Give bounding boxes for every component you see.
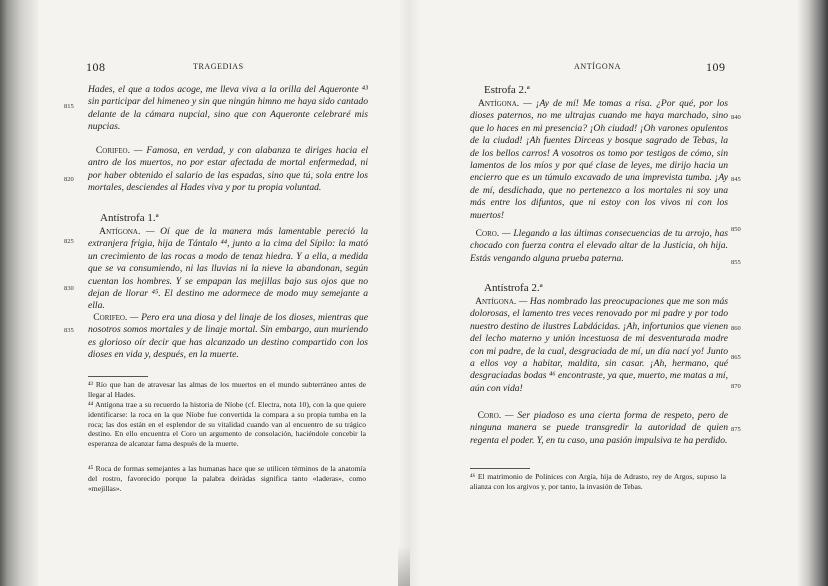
- gutter-bottom-shadow: [398, 546, 410, 586]
- line-number: 840: [731, 114, 741, 121]
- right-page-number: 109: [706, 60, 726, 74]
- right-running-head: ANTÍGONA: [574, 62, 622, 71]
- speaker-antigona: Antígona.: [477, 98, 520, 109]
- coro-speech-1: Coro. — Llegando a las últimas consecuencias de tu arrojo, has chocado con fuerza contra el elevado altar de la Justicia, oh hija. Estás vengando alguna prueba paterna.: [470, 228, 729, 264]
- line-number: 855: [731, 259, 741, 266]
- antigona-speech-3: Antígona. — Has nombrado las preocupaciones que me son más dolorosas, el lamento tres veces renovado por mi padre y por todo nuestro destino de ilustres Labdácidas. ¡Ah, infortunios que vienen del lecho materno y unión incestuosa de mi desventurada madre con mi padre, de la cual, desgraciada de mí, un día nací yo! Junto a ellos voy a habitar, maldita, sin casar. ¡Ah, hermano, qué desgraciadas bodas ⁴⁶ encontraste, ya que, muerto, me matas a mí, aún con vida!: [470, 296, 728, 394]
- corifeo-speech-1: Corifeo. — Famosa, en verdad, y con alabanza te diriges hacia el antro de los muertos, no por estar afectada de mortal enfermedad, ni por haber obtenido el salario de las espadas, sino que tú, sola entre los mortales, desciendes al Hades viva y por tu propia voluntad.: [88, 145, 368, 194]
- antigona-speech-2: Antígona. — ¡Ay de mí! Me tomas a risa. ¿Por qué, por los dioses paternos, no me ultrajas cuando me haya marchado, sino que lo haces en mi presencia? ¡Oh ciudad! ¡Oh varones opulentos de la ciudad! ¡Ah fuentes Dirceas y bosque sagrado de Tebas, la de los bellos carros! A vosotros os tomo por testigos de cómo, sin lamentos de los míos y por qué clase de leyes, me dirijo hacia un encierro que es un túmulo excavado de una imprevista tumba. ¡Ay de mí, desdichada, que no pertenezco a los mortales ni soy una más entre los difuntos, que ni estoy con los vivos ni con los muertos!: [470, 98, 729, 221]
- footnote-45: ⁴⁵ Roca de formas semejantes a las humanas hace que se utilicen términos de la anatomía del rostro, favorecido porque la palabra deirádas significa tanto «laderas», como «mejillas».: [88, 464, 366, 493]
- line-number: 830: [64, 285, 74, 292]
- speaker-antigona: Antígona.: [99, 226, 141, 237]
- speaker-coro: Coro.: [477, 410, 502, 421]
- line-number: 865: [731, 354, 741, 361]
- left-page-number: 108: [86, 60, 106, 74]
- left-binding-shadow: [0, 0, 38, 586]
- footnote-43: ⁴³ Río que han de atravesar las almas de los muertos en el mundo subterráneo antes de llegar al Hades.: [88, 380, 366, 399]
- line-number: 825: [64, 238, 74, 245]
- left-paragraph-1: Hades, el que a todos acoge, me lleva viva a la orilla del Aqueronte ⁴³ sin participar del himeneo y sin que ningún himno me haya sido cantado delante de la cámara nupcial, sino que con Aqueronte celebraré mis nupcias.: [88, 84, 368, 133]
- line-number: 860: [731, 325, 741, 332]
- antigona-speech-1: Antígona. — Oí que de la manera más lamentable pereció la extranjera frigia, hija de Tántalo ⁴⁴, junto a la cima del Sípilo: la mató un crecimiento de las rocas a modo de tenaz hiedra. Y a ella, a medida que se va consumiendo, ni las lluvias ni la nieve la abandonan, según cuentan los hombres. Y se empapan las mejillas bajo sus ojos que no dejan de llorar ⁴⁵. El destino me adormece de modo muy semejante a ella.: [88, 226, 369, 312]
- line-number: 835: [64, 327, 74, 334]
- footnote-44: ⁴⁴ Antígona trae a su recuerdo la historia de Níobe (cf. Electra, nota 10), con la que quiere identificarse: la roca en la que Níobe fue convertida la compara a su propia tumba en la roca; las dos están en el esplendor de su vitalidad cuando van al encuentro de su trágico destino. En ello encuentra el Coro un argumento de consolación, haciéndole concebir la esperanza de alcanzar fama después de la muerte.: [88, 400, 366, 449]
- line-number: 845: [731, 176, 741, 183]
- coro-speech-2: Coro. — Ser piadoso es una cierta forma de respeto, pero de ninguna manera se puede transgredir la autoridad de quien regenta el poder. Y, en tu caso, una pasión impulsiva te ha perdido.: [470, 410, 729, 446]
- antistrofa-1-heading: Antístrofa 1.ª: [100, 212, 159, 224]
- speaker-coro: Coro.: [475, 228, 500, 239]
- left-running-head: TRAGEDIAS: [193, 62, 244, 71]
- center-gutter: [398, 0, 420, 586]
- footnote-rule-left: [88, 376, 148, 377]
- right-binding-shadow: [798, 0, 828, 586]
- estrofa-2-heading: Estrofa 2.ª: [484, 84, 530, 96]
- speaker-corifeo: Corifeo.: [93, 312, 128, 323]
- line-number: 815: [64, 103, 74, 110]
- antistrofa-2-heading: Antístrofa 2.ª: [484, 282, 543, 294]
- speaker-corifeo: Corifeo.: [95, 145, 130, 156]
- corifeo-speech-2: Corifeo. — Pero era una diosa y del linaje de los dioses, mientras que nosotros somos mortales y de linaje mortal. Sin embargo, aun muriendo es glorioso oír decir que has alcanzado un destino compartido con los dioses en vida y, después, en la muerte.: [88, 312, 368, 361]
- line-number: 820: [64, 176, 74, 183]
- line-number: 850: [731, 226, 741, 233]
- footnote-46: ⁴⁶ El matrimonio de Polinices con Argía, hija de Adrasto, rey de Argos, supuso la alianza con los argivos y, por tanto, la invasión de Tebas.: [470, 472, 726, 491]
- line-number: 875: [731, 426, 741, 433]
- speaker-antigona: Antígona.: [475, 296, 517, 307]
- line-number: 870: [731, 383, 741, 390]
- footnote-rule-right: [470, 468, 530, 469]
